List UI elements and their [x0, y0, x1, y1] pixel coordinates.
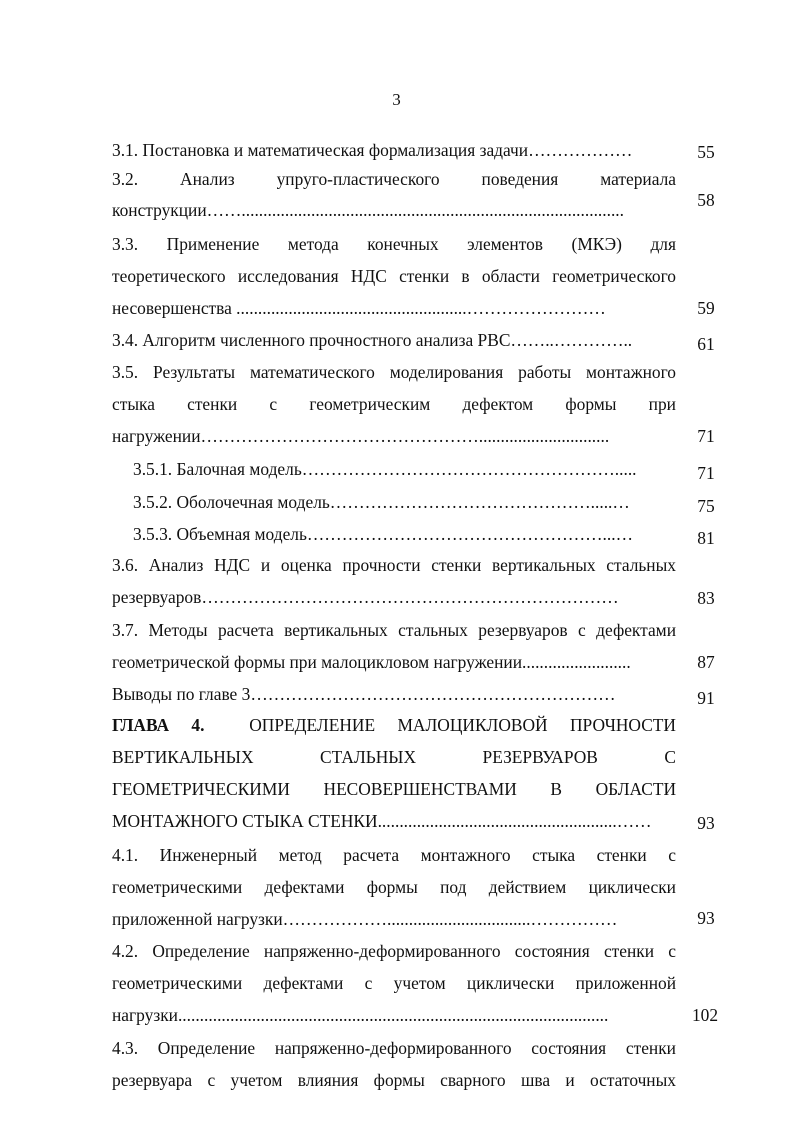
page-number: 3: [392, 90, 401, 109]
toc-line: теоретического исследования НДС стенки в области геометрического: [112, 266, 676, 286]
toc-line: 4.2. Определение напряженно-деформированного состояния стенки с: [112, 941, 676, 961]
toc-entry-3-5: [112, 356, 676, 452]
toc-line: приложенной нагрузки……………….................................……………: [112, 909, 618, 929]
toc-page-ref: 102: [691, 1005, 719, 1025]
toc-line: 3.5. Результаты математического моделирования работы монтажного: [112, 362, 676, 382]
toc-line: геометрическими дефектами с учетом циклически приложенной: [112, 973, 676, 993]
chapter-title-start: ОПРЕДЕЛЕНИЕ МАЛОЦИКЛОВОЙ ПРОЧНОСТИ: [249, 715, 676, 735]
toc-line: 3.7. Методы расчета вертикальных стальных резервуаров с дефектами: [112, 620, 676, 640]
toc-entry-3-3: [112, 228, 676, 324]
toc-line: МОНТАЖНОГО СТЫКА СТЕНКИ.......................................................……: [112, 811, 652, 831]
toc-line: 3.6. Анализ НДС и оценка прочности стенки вертикальных стальных: [112, 555, 676, 575]
toc-line: резервуаров………………………………………………………………: [112, 587, 619, 607]
toc-line: 3.1. Постановка и математическая формализация задачи………………: [112, 140, 633, 160]
toc-line: несовершенства .....................................................……………………: [112, 298, 606, 318]
toc-line: нагружении…………………………………………..............................: [112, 426, 610, 446]
toc-entry-4-3: [112, 1032, 676, 1096]
toc-line: ГЕОМЕТРИЧЕСКИМИ НЕСОВЕРШЕНСТВАМИ В ОБЛАСТИ: [112, 779, 676, 799]
toc-line: стыка стенки с геометрическим дефектом формы при: [112, 394, 676, 414]
toc-entry-3-1: [112, 134, 676, 166]
toc-page-ref: 71: [697, 463, 715, 483]
toc-page-ref: 81: [697, 528, 715, 548]
toc-page-ref: 58: [697, 190, 715, 210]
toc-line: 3.5.2. Оболочечная модель……………………………………….....…: [133, 492, 630, 512]
toc-page-ref: 87: [697, 652, 715, 672]
toc-page-ref: 83: [697, 588, 715, 608]
toc-page-ref: 75: [697, 496, 715, 516]
toc-line: 3.5.1. Балочная модель……………………………………………….....: [133, 459, 637, 479]
chapter-label: ГЛАВА 4.: [112, 715, 205, 735]
toc-line: 3.3. Применение метода конечных элементов (МКЭ) для: [112, 234, 676, 254]
toc-page-ref: 59: [697, 298, 715, 318]
toc-line: Выводы по главе 3………………………………………………………: [112, 684, 616, 704]
toc-page-ref: 71: [697, 426, 715, 446]
toc-page-ref: 93: [697, 813, 715, 833]
toc-line: 4.3. Определение напряженно-деформированного состояния стенки: [112, 1038, 676, 1058]
toc-line: резервуара с учетом влияния формы сварного шва и остаточных: [112, 1070, 676, 1090]
toc-entry-4-2: [112, 935, 676, 1031]
toc-entry-3-5-1: [133, 453, 676, 485]
toc-line: 3.2. Анализ упруго-пластического поведения материала: [112, 169, 676, 189]
toc-line: 3.4. Алгоритм численного прочностного анализа РВС……..…………..: [112, 330, 633, 350]
toc-line: 4.1. Инженерный метод расчета монтажного стыка стенки с: [112, 845, 676, 865]
toc-entry-3-2: [112, 163, 676, 226]
toc-page-ref: 93: [697, 908, 715, 928]
toc-line: ВЕРТИКАЛЬНЫХ СТАЛЬНЫХ РЕЗЕРВУАРОВ С: [112, 747, 676, 767]
toc-line: нагрузки...................................................................................................: [112, 1005, 609, 1025]
toc-line: конструкции……........................................................................................: [112, 200, 625, 220]
toc-page-ref: 55: [697, 142, 715, 162]
toc-entry-3-7: [112, 614, 676, 678]
toc-entry-3-5-2: [133, 486, 676, 518]
toc-line: геометрической формы при малоцикловом нагружении.........................: [112, 652, 631, 672]
toc-entry-3-4: [112, 324, 676, 356]
toc-line: 3.5.3. Объемная модель……………………………………………...…: [133, 524, 633, 544]
toc-line: [112, 709, 676, 741]
toc-entry-4-1: [112, 839, 676, 935]
toc-chapter-4: [112, 709, 676, 837]
toc-page-ref: 61: [697, 334, 715, 354]
toc-entry-conclusions-3: [112, 678, 676, 710]
toc-entry-3-6: [112, 549, 676, 613]
toc-line: геометрическими дефектами формы под действием циклически: [112, 877, 676, 897]
toc-page-ref: 91: [697, 688, 715, 708]
toc-entry-3-5-3: [133, 518, 676, 550]
